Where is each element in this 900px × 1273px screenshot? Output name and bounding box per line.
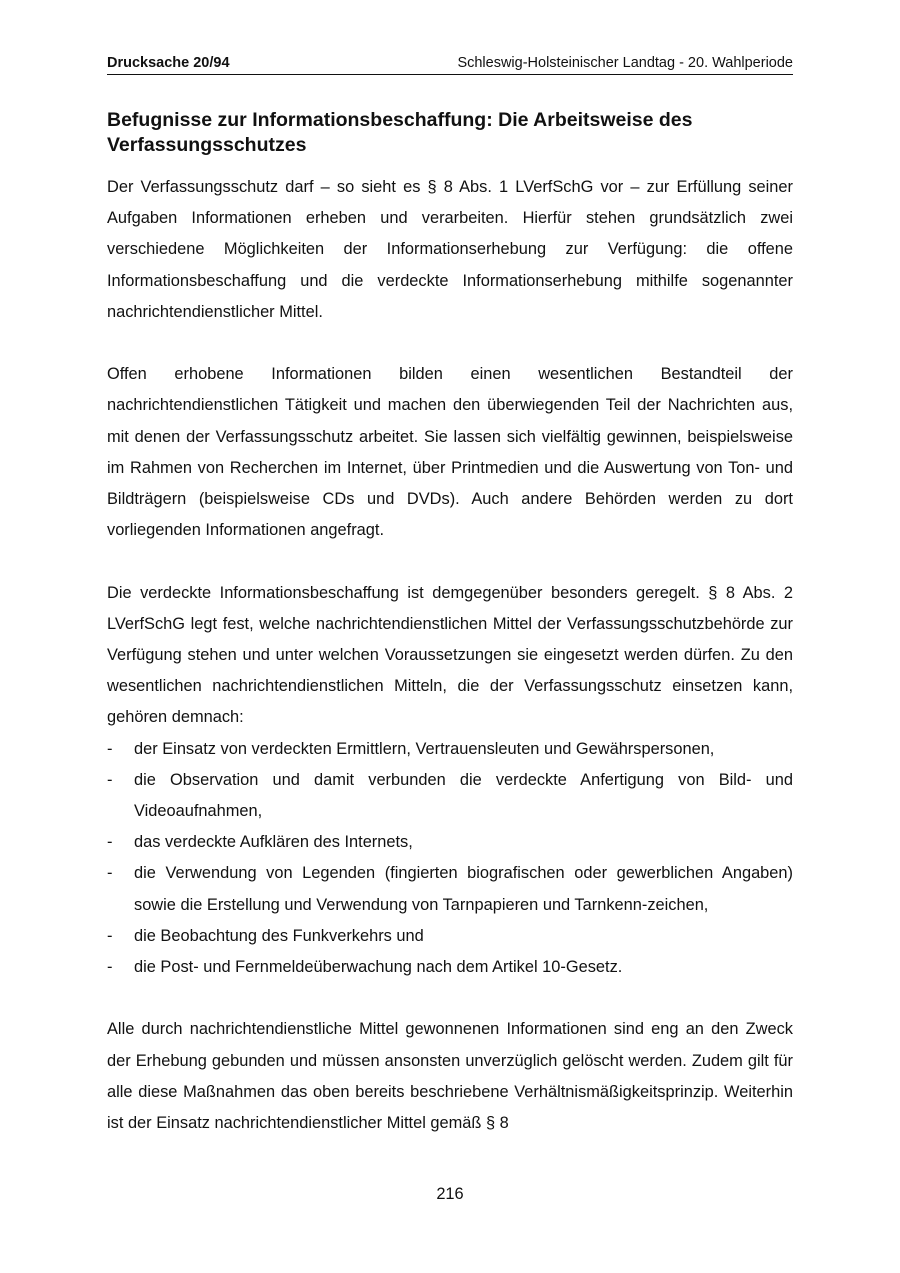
page-header (107, 54, 793, 75)
paragraph-intro: Der Verfassungsschutz darf – so sieht es § 8 Abs. 1 LVerfSchG vor – zur Erfüllung seiner Aufgaben Informationen erheben und verarbeiten. Hierfür stehen grundsätzlich zwei verschiedene Möglichkeiten der Informationserhebung zur Verfügung: die offene Informationsbeschaffung und die verdeckte Informationserhebung mithilfe sogenannter nachrichtendienstlicher Mittel. (107, 178, 793, 321)
paragraph-covert-information: Die verdeckte Informationsbeschaffung ist demgegenüber besonders geregelt. § 8 Abs. 2 LVerfSchG legt fest, welche nachrichtendienstlichen Mittel der Verfassungsschutzbehörde zur Verfügung stehen und unter welchen Voraussetzungen sie eingesetzt werden dürfen. Zu den wesentlichen nachrichtendienstlichen Mitteln, die der Verfassungsschutz einsetzen kann, gehören demnach: (107, 583, 793, 727)
document-number: Drucksache 20/94 (107, 55, 230, 71)
paragraph-open-information: Offen erhobene Informationen bilden einen wesentlichen Bestandteil der nachrichtendienstlichen Tätigkeit und machen den überwiegenden Teil der Nachrichten aus, mit denen der Verfassungsschutz arbeitet. Sie lassen sich vielfältig gewinnen, beispielsweise im Rahmen von Recherchen im Internet, über Printmedien und die Auswertung von Ton- und Bildträgern (beispielsweise CDs und DVDs). Auch andere Behörden werden zu dort vorliegenden Informationen angefragt. (107, 365, 793, 540)
page-number: 216 (436, 1185, 464, 1203)
list-item (107, 952, 793, 983)
list-dash: - (107, 739, 113, 758)
list-item (107, 921, 793, 952)
body-text (107, 172, 793, 1139)
list-dash: - (107, 833, 113, 852)
list-item-text: die Beobachtung des Funkverkehrs und (134, 926, 424, 945)
section-title: Befugnisse zur Informationsbeschaffung: Die Arbeitsweise des Verfassungsschutzes (107, 109, 693, 156)
list-item-text: die Post- und Fernmeldeüberwachung nach dem Artikel 10-Gesetz. (134, 958, 623, 977)
parliament-name: Schleswig-Holsteinischer Landtag - 20. Wahlperiode (457, 55, 793, 71)
list-dash: - (107, 926, 113, 945)
list-item-text: die Verwendung von Legenden (fingierten biografischen oder gewerblichen Angaben) sowie die Erstellung und Verwendung von Tarnpapieren und Tarnkenn-zeichen, (134, 864, 793, 914)
list-item (107, 765, 793, 827)
list-item-text: die Observation und damit verbunden die verdeckte Anfertigung von Bild- und Videoaufnahmen, (134, 770, 793, 821)
list-item-text: das verdeckte Aufklären des Internets, (134, 833, 413, 852)
list-item-text: der Einsatz von verdeckten Ermittlern, Vertrauensleuten und Gewährspersonen, (134, 739, 715, 758)
means-list (107, 734, 793, 984)
list-item (107, 827, 793, 858)
list-item (107, 858, 793, 920)
list-item (107, 734, 793, 765)
paragraph-conclusion: Alle durch nachrichtendienstliche Mittel gewonnenen Informationen sind eng an den Zweck der Erhebung gebunden und müssen ansonsten unverzüglich gelöscht werden. Zudem gilt für alle diese Maßnahmen das oben bereits beschriebene Verhältnismäßigkeitsprinzip. Weiterhin ist der Einsatz nachrichtendienstlicher Mittel gemäß § 8 (107, 1020, 793, 1133)
list-dash: - (107, 864, 113, 883)
list-dash: - (107, 958, 113, 977)
list-dash: - (107, 770, 113, 789)
